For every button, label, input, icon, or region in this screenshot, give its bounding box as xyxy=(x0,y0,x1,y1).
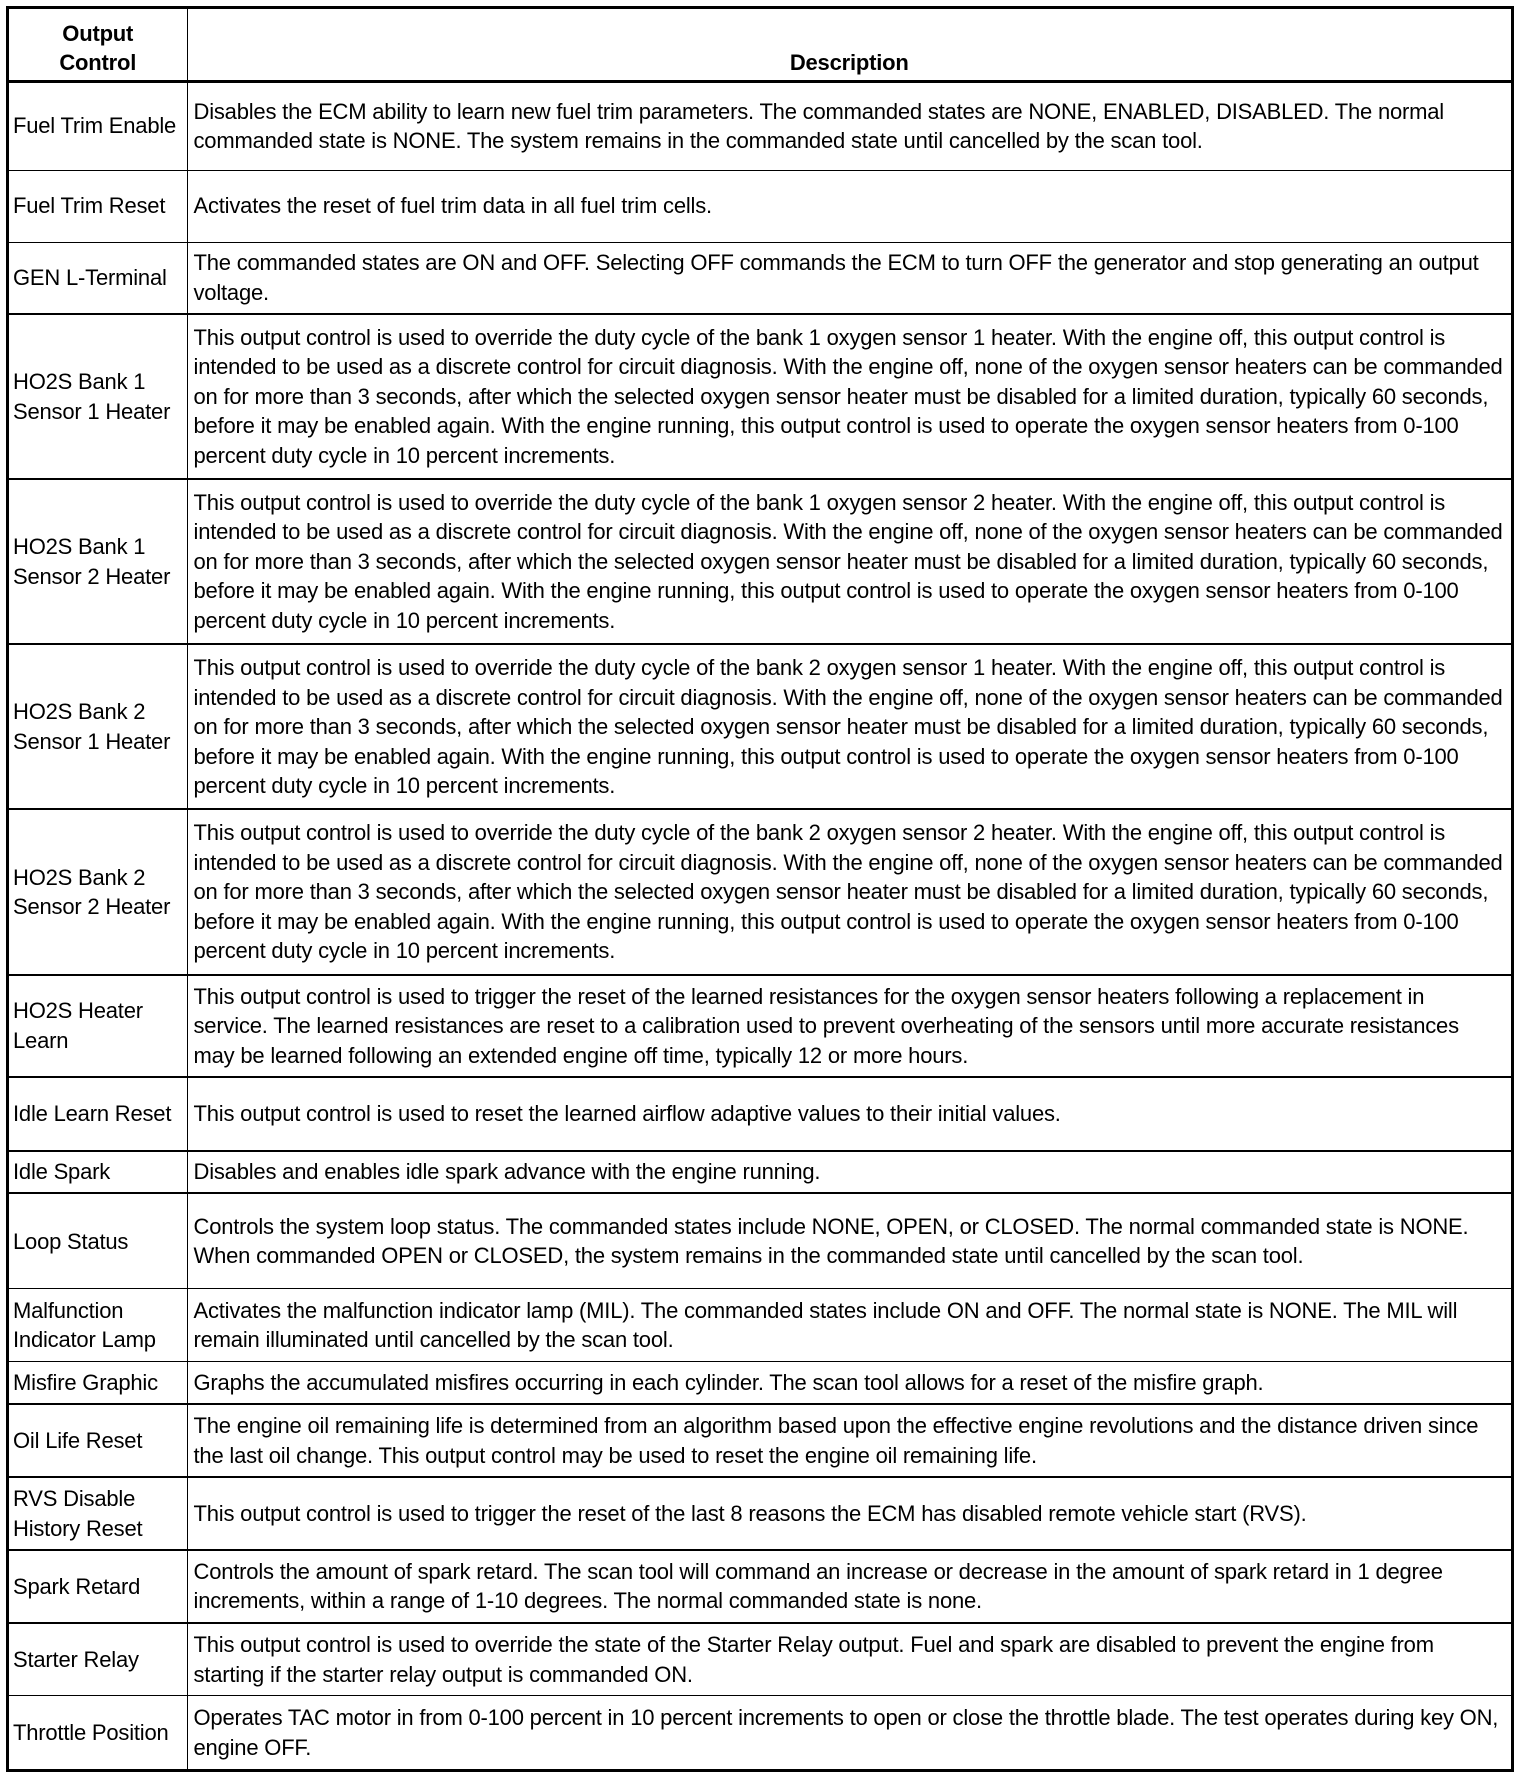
row-description: This output control is used to override the state of the Starter Relay output. Fuel and spark are disabled to prevent the engine from starting if the starter relay output is commanded ON. xyxy=(187,1623,1511,1696)
header-description: Description xyxy=(187,9,1511,81)
table-row xyxy=(9,314,1511,479)
table-row xyxy=(9,809,1511,974)
row-control-name: Misfire Graphic xyxy=(9,1362,187,1405)
table-row xyxy=(9,1550,1511,1623)
table-row xyxy=(9,1193,1511,1288)
row-control-name: Idle Learn Reset xyxy=(9,1077,187,1151)
row-description: This output control is used to override the duty cycle of the bank 1 oxygen sensor 1 heater. With the engine off, this output control is intended to be used as a discrete control for circuit diagnosis. With the engine off, none of the oxygen sensor heaters can be commanded on for more than 3 seconds, after which the selected oxygen sensor heater must be disabled for a limited duration, typically 60 seconds, before it may be enabled again. With the engine running, this output control is used to operate the oxygen sensor heaters from 0-100 percent duty cycle in 10 percent increments. xyxy=(187,314,1511,479)
table-row xyxy=(9,975,1511,1077)
row-control-name: Throttle Position xyxy=(9,1696,187,1769)
row-control-name: Malfunction Indicator Lamp xyxy=(9,1289,187,1362)
row-description: Controls the system loop status. The commanded states include NONE, OPEN, or CLOSED. The normal commanded state is NONE. When commanded OPEN or CLOSED, the system remains in the commanded state until cancelled by the scan tool. xyxy=(187,1193,1511,1288)
table-row xyxy=(9,1077,1511,1151)
row-control-name: Idle Spark xyxy=(9,1151,187,1194)
row-control-name: Fuel Trim Enable xyxy=(9,81,187,170)
table-row xyxy=(9,1623,1511,1696)
row-description: This output control is used to trigger the reset of the learned resistances for the oxygen sensor heaters following a replacement in service. The learned resistances are reset to a calibration used to prevent overheating of the sensors until more accurate resistances may be learned following an extended engine off time, typically 12 or more hours. xyxy=(187,975,1511,1077)
row-description: This output control is used to override the duty cycle of the bank 2 oxygen sensor 2 heater. With the engine off, this output control is intended to be used as a discrete control for circuit diagnosis. With the engine off, none of the oxygen sensor heaters can be commanded on for more than 3 seconds, after which the selected oxygen sensor heater must be disabled for a limited duration, typically 60 seconds, before it may be enabled again. With the engine running, this output control is used to operate the oxygen sensor heaters from 0-100 percent duty cycle in 10 percent increments. xyxy=(187,809,1511,974)
table-row xyxy=(9,1289,1511,1362)
table-row xyxy=(9,1477,1511,1550)
row-control-name: HO2S Bank 1 Sensor 2 Heater xyxy=(9,479,187,644)
output-control-table-container xyxy=(6,6,1514,1772)
row-control-name: Starter Relay xyxy=(9,1623,187,1696)
table-row xyxy=(9,1696,1511,1769)
row-description: Operates TAC motor in from 0-100 percent in 10 percent increments to open or close the throttle blade. The test operates during key ON, engine OFF. xyxy=(187,1696,1511,1769)
row-description: This output control is used to trigger the reset of the last 8 reasons the ECM has disabled remote vehicle start (RVS). xyxy=(187,1477,1511,1550)
table-row xyxy=(9,81,1511,170)
table-row xyxy=(9,479,1511,644)
header-output-control-line1: Output xyxy=(62,20,134,46)
row-description: This output control is used to override the duty cycle of the bank 1 oxygen sensor 2 heater. With the engine off, this output control is intended to be used as a discrete control for circuit diagnosis. With the engine off, none of the oxygen sensor heaters can be commanded on for more than 3 seconds, after which the selected oxygen sensor heater must be disabled for a limited duration, typically 60 seconds, before it may be enabled again. With the engine running, this output control is used to operate the oxygen sensor heaters from 0-100 percent duty cycle in 10 percent increments. xyxy=(187,479,1511,644)
table-row xyxy=(9,1362,1511,1405)
row-description: This output control is used to override the duty cycle of the bank 2 oxygen sensor 1 heater. With the engine off, this output control is intended to be used as a discrete control for circuit diagnosis. With the engine off, none of the oxygen sensor heaters can be commanded on for more than 3 seconds, after which the selected oxygen sensor heater must be disabled for a limited duration, typically 60 seconds, before it may be enabled again. With the engine running, this output control is used to operate the oxygen sensor heaters from 0-100 percent duty cycle in 10 percent increments. xyxy=(187,644,1511,809)
row-description: Activates the malfunction indicator lamp (MIL). The commanded states include ON and OFF. The normal state is NONE. The MIL will remain illuminated until cancelled by the scan tool. xyxy=(187,1289,1511,1362)
row-control-name: HO2S Heater Learn xyxy=(9,975,187,1077)
header-output-control-line2: Control xyxy=(59,50,137,75)
row-control-name: Loop Status xyxy=(9,1193,187,1288)
row-control-name: HO2S Bank 1 Sensor 1 Heater xyxy=(9,314,187,479)
table-row xyxy=(9,242,1511,314)
row-control-name: RVS Disable History Reset xyxy=(9,1477,187,1550)
row-control-name: Fuel Trim Reset xyxy=(9,170,187,242)
table-header-row xyxy=(9,9,1511,81)
row-control-name: GEN L-Terminal xyxy=(9,242,187,314)
table-row xyxy=(9,170,1511,242)
row-control-name: HO2S Bank 2 Sensor 2 Heater xyxy=(9,809,187,974)
table-row xyxy=(9,644,1511,809)
table-row xyxy=(9,1151,1511,1194)
row-description: Graphs the accumulated misfires occurring in each cylinder. The scan tool allows for a reset of the misfire graph. xyxy=(187,1362,1511,1405)
output-control-table xyxy=(9,9,1511,1769)
row-description: Controls the amount of spark retard. The scan tool will command an increase or decrease in the amount of spark retard in 1 degree increments, within a range of 1-10 degrees. The normal commanded state is none. xyxy=(187,1550,1511,1623)
row-description: Disables the ECM ability to learn new fuel trim parameters. The commanded states are NONE, ENABLED, DISABLED. The normal commanded state is NONE. The system remains in the commanded state until cancelled by the scan tool. xyxy=(187,81,1511,170)
row-control-name: Spark Retard xyxy=(9,1550,187,1623)
row-control-name: Oil Life Reset xyxy=(9,1404,187,1477)
row-description: The engine oil remaining life is determined from an algorithm based upon the effective engine revolutions and the distance driven since the last oil change. This output control may be used to reset the engine oil remaining life. xyxy=(187,1404,1511,1477)
header-output-control xyxy=(9,9,187,81)
row-description: The commanded states are ON and OFF. Selecting OFF commands the ECM to turn OFF the generator and stop generating an output voltage. xyxy=(187,242,1511,314)
row-description: Disables and enables idle spark advance with the engine running. xyxy=(187,1151,1511,1194)
row-description: Activates the reset of fuel trim data in all fuel trim cells. xyxy=(187,170,1511,242)
table-row xyxy=(9,1404,1511,1477)
row-control-name: HO2S Bank 2 Sensor 1 Heater xyxy=(9,644,187,809)
row-description: This output control is used to reset the learned airflow adaptive values to their initial values. xyxy=(187,1077,1511,1151)
